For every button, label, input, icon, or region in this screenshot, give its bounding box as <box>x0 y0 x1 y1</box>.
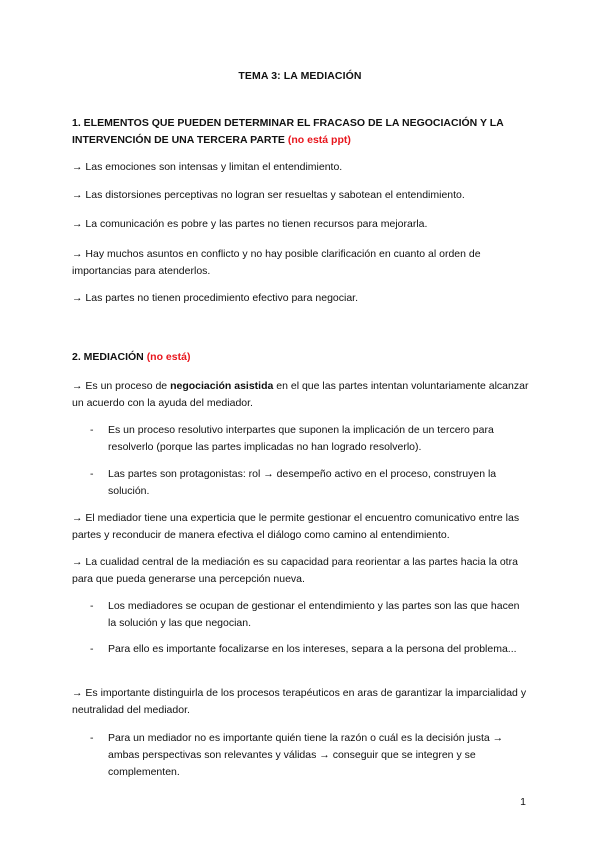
section1-heading-text: 1. ELEMENTOS QUE PUEDEN DETERMINAR EL FRACASO DE LA NEGOCIACIÓN Y LA INTERVENCIÓN DE UNA TERCERA PARTE <box>72 117 504 146</box>
section2-paragraph-3: → La cualidad central de la mediación es su capacidad para reorientar a las partes hacia la otra para que pueda generarse una percepción nueva. <box>72 556 518 585</box>
list-item: Para un mediador no es importante quién tiene la razón o cuál es la decisión justa → ambas perspectivas son relevantes y válidas → conseguir que se integren y se complementen. <box>108 732 504 778</box>
p1-bold-term: negociación asistida <box>170 380 274 392</box>
section2-paragraph-2: → El mediador tiene una experticia que le permite gestionar el encuentro comunicativo entre las partes y reconducir de manera efectiva el diálogo como camino al entendimiento. <box>72 512 520 541</box>
section1-item: → Las distorsiones perceptivas no logran ser resueltas y sabotean el entendimiento. <box>72 189 465 201</box>
list-item: Los mediadores se ocupan de gestionar el entendimiento y las partes son las que hacen la solución y las que negocian. <box>108 600 520 629</box>
p1-pre: → Es un proceso de <box>72 380 171 392</box>
list-dash: - <box>90 643 94 655</box>
list-dash: - <box>90 732 94 744</box>
section1-item: → La comunicación es pobre y las partes no tienen recursos para mejorarla. <box>72 218 428 230</box>
section2-heading-text: 2. MEDIACIÓN <box>72 351 144 363</box>
list-item: Las partes son protagonistas: rol → desempeño activo en el proceso, construyen la solución. <box>108 468 497 497</box>
section1-note: (no está ppt) <box>287 134 351 146</box>
list-dash: - <box>90 468 94 480</box>
p1-post: en el que las partes intentan voluntariamente alcanzar un acuerdo con la ayuda del mediador. <box>72 380 529 409</box>
list-item: Para ello es importante focalizarse en los intereses, separa a la persona del problema... <box>108 643 517 655</box>
section1-heading <box>72 115 532 149</box>
section1-item: → Hay muchos asuntos en conflicto y no hay posible clarificación en cuanto al orden de importancias para atenderlos. <box>72 248 481 277</box>
list-dash: - <box>90 600 94 612</box>
section2-heading <box>72 349 532 366</box>
section2-note: (no está) <box>146 351 191 363</box>
section2-paragraph-4: → Es importante distinguirla de los procesos terapéuticos en aras de garantizar la imparcialidad y neutralidad del mediador. <box>72 687 527 716</box>
document-title: TEMA 3: LA MEDIACIÓN <box>238 70 362 82</box>
list-item: Es un proceso resolutivo interpartes que suponen la implicación de un tercero para resolverlo (porque las partes implicadas no han logrado resolverlo). <box>108 424 494 453</box>
section1-item: → Las partes no tienen procedimiento efectivo para negociar. <box>72 292 359 304</box>
section2-paragraph-1 <box>72 378 532 412</box>
page-number: 1 <box>520 796 526 808</box>
list-dash: - <box>90 424 94 436</box>
section1-item: → Las emociones son intensas y limitan el entendimiento. <box>72 161 343 173</box>
